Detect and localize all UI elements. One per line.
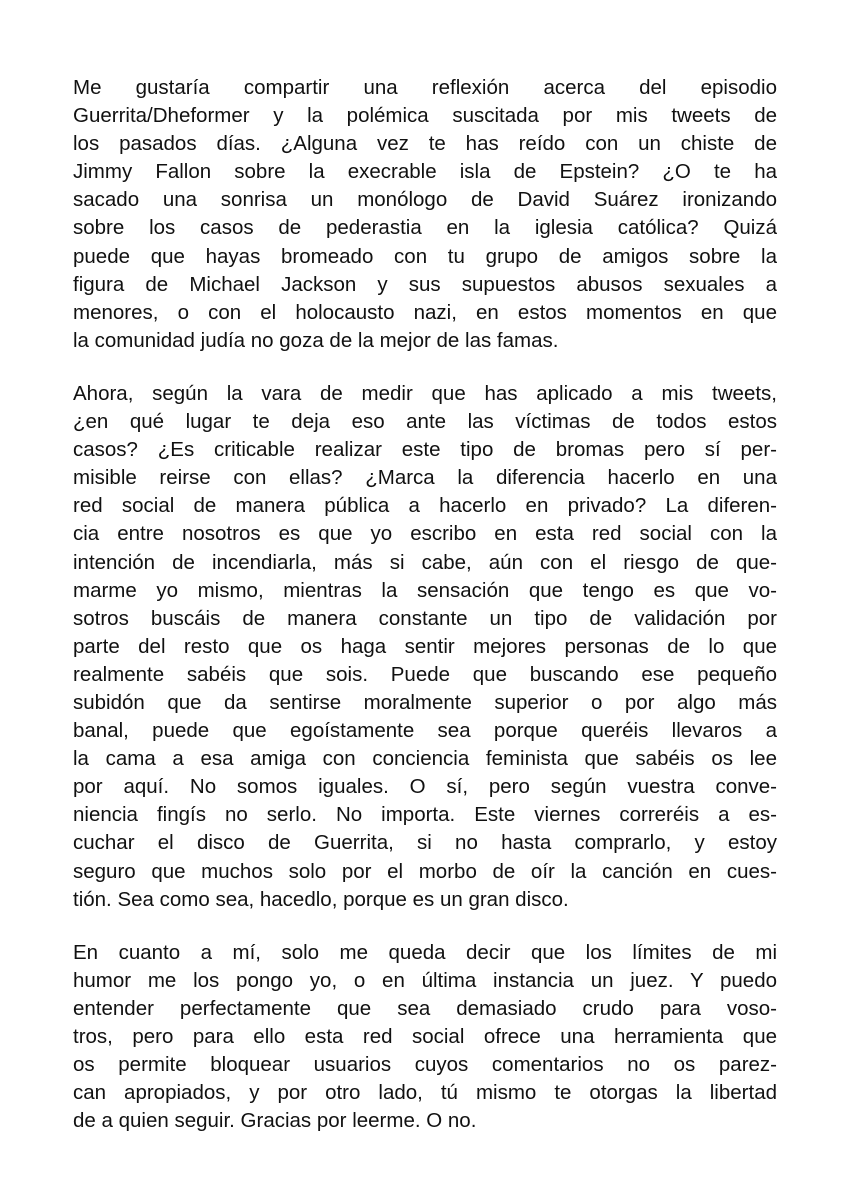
- text-line: parte del resto que os haga sentir mejores personas de lo que: [73, 634, 777, 658]
- text-line: de a quien seguir. Gracias por leerme. O no.: [73, 1109, 477, 1133]
- text-line: humor me los pongo yo, o en última instancia un juez. Y puedo: [73, 968, 777, 992]
- text-line: intención de incendiarla, más si cabe, aún con el riesgo de que-: [73, 550, 777, 574]
- paragraph-spacer: [73, 355, 777, 380]
- text-line: entender perfectamente que sea demasiado crudo para voso-: [73, 996, 777, 1020]
- text-line: banal, puede que egoístamente sea porque queréis llevaros a: [73, 719, 777, 743]
- text-line: la comunidad judía no goza de la mejor de las famas.: [73, 328, 559, 352]
- text-line: Ahora, según la vara de medir que has aplicado a mis tweets,: [73, 381, 777, 405]
- text-line: realmente sabéis que sois. Puede que buscando ese pequeño: [73, 662, 777, 686]
- text-line: ¿en qué lugar te deja eso ante las víctimas de todos estos: [73, 410, 777, 434]
- text-line: cuchar el disco de Guerrita, si no hasta comprarlo, y estoy: [73, 831, 777, 855]
- text-line: niencia fingís no serlo. No importa. Este viernes correréis a es-: [73, 803, 777, 827]
- paragraph-2: [73, 380, 777, 914]
- text-line: En cuanto a mí, solo me queda decir que los límites de mi: [73, 940, 777, 964]
- paragraph-3: [73, 939, 777, 1136]
- paragraph-spacer: [73, 914, 777, 939]
- text-line: red social de manera pública a hacerlo en privado? La diferen-: [73, 494, 777, 518]
- text-line: cia entre nosotros es que yo escribo en esta red social con la: [73, 522, 777, 546]
- text-line: puede que hayas bromeado con tu grupo de amigos sobre la: [73, 244, 777, 268]
- text-line: los pasados días. ¿Alguna vez te has reído con un chiste de: [73, 132, 777, 156]
- text-line: la cama a esa amiga con conciencia feminista que sabéis os lee: [73, 747, 777, 771]
- text-line: figura de Michael Jackson y sus supuestos abusos sexuales a: [73, 272, 777, 296]
- text-line: sacado una sonrisa un monólogo de David Suárez ironizando: [73, 188, 777, 212]
- text-line: subidón que da sentirse moralmente superior o por algo más: [73, 690, 777, 714]
- text-line: os permite bloquear usuarios cuyos comentarios no os parez-: [73, 1053, 777, 1077]
- text-line: Guerrita/Dheformer y la polémica suscitada por mis tweets de: [73, 104, 777, 128]
- text-line: marme yo mismo, mientras la sensación que tengo es que vo-: [73, 578, 777, 602]
- text-line: Me gustaría compartir una reflexión acerca del episodio: [73, 76, 777, 99]
- text-line: sotros buscáis de manera constante un tipo de validación por: [73, 606, 777, 630]
- text-line: menores, o con el holocausto nazi, en estos momentos en que: [73, 300, 777, 324]
- text-line: can apropiados, y por otro lado, tú mismo te otorgas la libertad: [73, 1081, 777, 1105]
- text-line: casos? ¿Es criticable realizar este tipo de bromas pero sí per-: [73, 438, 777, 462]
- text-line: misible reirse con ellas? ¿Marca la diferencia hacerlo en una: [73, 466, 777, 490]
- text-line: tión. Sea como sea, hacedlo, porque es un gran disco.: [73, 887, 569, 911]
- text-line: sobre los casos de pederastia en la iglesia católica? Quizá: [73, 216, 777, 240]
- text-line: Jimmy Fallon sobre la execrable isla de Epstein? ¿O te ha: [73, 160, 777, 184]
- text-line: por aquí. No somos iguales. O sí, pero según vuestra conve-: [73, 775, 777, 799]
- paragraph-1: [73, 74, 777, 355]
- document-page: [73, 74, 777, 1135]
- text-line: seguro que muchos solo por el morbo de oír la canción en cues-: [73, 859, 777, 883]
- text-line: tros, pero para ello esta red social ofrece una herramienta que: [73, 1025, 777, 1048]
